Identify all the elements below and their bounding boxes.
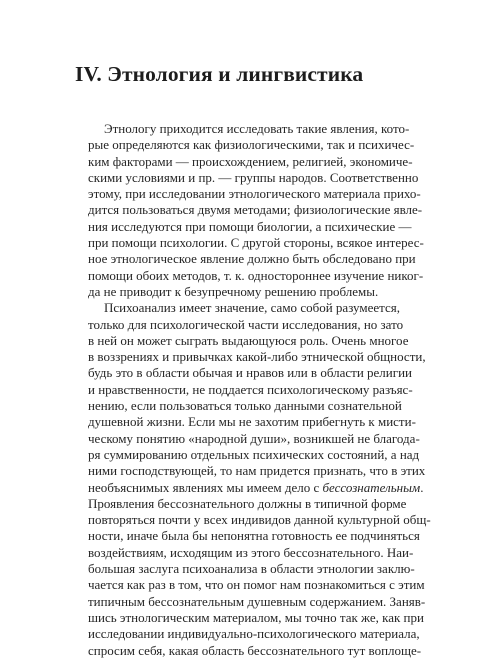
chapter-heading: IV. Этнология и лингвистика: [75, 62, 364, 86]
text-line: Психоанализ имеет значение, само собой разумеется,: [104, 300, 400, 316]
text-line: исследовании индивидуально-психологического материала,: [88, 626, 420, 642]
text-line: при помощи психологии. С другой стороны, всякое интерес-: [88, 235, 424, 251]
text-line: спросим себя, какая область бессознательного тут воплоще-: [88, 642, 422, 658]
text-line: нению, если пользоваться только данными сознательной: [88, 398, 402, 414]
text-line-with-emphasis: [88, 479, 424, 496]
text-line: да не приводит к безупречному решению проблемы.: [88, 283, 379, 299]
text-line: в ней он может сыграть выдающуюся роль. Очень многое: [88, 332, 409, 348]
text-line: ное этнологическое явление должно быть обследовано при: [88, 251, 416, 267]
text-line: ким факторами — происхождением, религией, экономиче-: [88, 153, 413, 169]
text-line: и нравственности, не поддается психологическому разъяс-: [88, 381, 413, 397]
text-line: типичным бессознательным душевным содержанием. Заняв-: [88, 593, 426, 609]
text-line: ния исследуются при помощи биологии, а психические —: [88, 218, 412, 234]
text-line: будь это в области обычая и нравов или в области религии: [88, 365, 412, 381]
text-segment: .: [420, 479, 424, 495]
text-line: Этнологу приходится исследовать такие явления, кото-: [104, 121, 410, 136]
text-line: шись этнологическим материалом, мы точно так же, как при: [88, 609, 424, 625]
text-line: в воззрениях и привычках какой-либо этнической общности,: [88, 349, 426, 365]
text-line: помощи обоих методов, т. к. одностороннее изучение никог-: [88, 267, 424, 283]
text-line: этому, при исследовании этнологического материала прихо-: [88, 186, 421, 202]
text-line: дится пользоваться двумя методами; физиологические явле-: [88, 202, 423, 218]
text-line: Проявления бессознательного должны в типичной форме: [88, 495, 407, 511]
emphasized-word: бессознательным: [322, 479, 421, 495]
text-line: душевной жизни. Если мы не захотим прибегнуть к мисти-: [88, 414, 416, 430]
paragraph-1: [88, 121, 424, 300]
text-line: повторяться почти у всех индивидов данной культурной общ-: [88, 512, 431, 528]
text-line: ческому понятию «народной души», возникшей не благода-: [88, 430, 420, 446]
text-line: чается как раз в том, что он помог нам познакомиться с этим: [88, 577, 425, 593]
text-line: скими условиями и пр. — группы народов. Соответственно: [88, 169, 419, 185]
text-line: ности, иначе была бы непонятна готовность ее подчиняться: [88, 528, 420, 544]
text-line: ря суммированию отдельных психических состояний, а над: [88, 446, 420, 462]
body-text: [88, 121, 431, 659]
paragraph-2: [88, 300, 431, 659]
text-line: большая заслуга психоанализа в области этнологии заклю-: [88, 561, 415, 577]
text-line: ними господствующей, то нам придется признать, что в этих: [88, 463, 426, 479]
text-line: только для психологической части исследования, но зато: [88, 316, 404, 332]
text-line: рые определяются как физиологическими, так и психичес-: [88, 137, 415, 153]
text-segment: необъяснимых явлениях мы имеем дело с: [88, 479, 323, 495]
text-line: воздействиям, исходящим из этого бессознательного. Наи-: [88, 544, 414, 560]
